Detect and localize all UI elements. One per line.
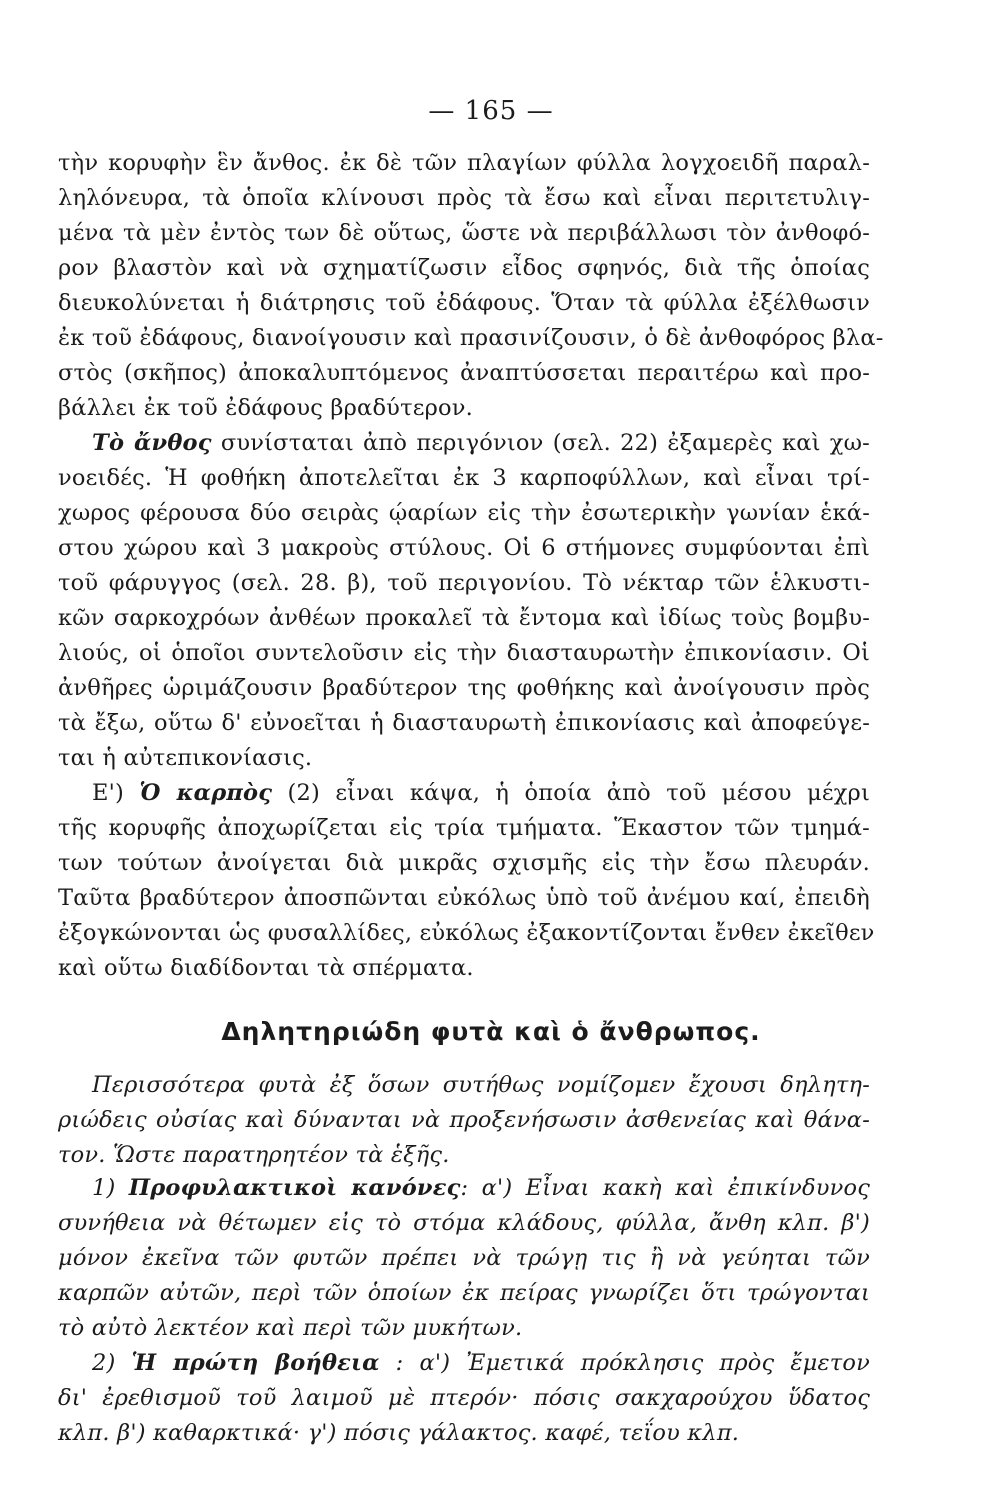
text-line: ἐξογκώνονται ὡς φυσαλλίδες, εὐκόλως ἐξακοντίζονται ἔνθεν ἐκεῖθεν [58,920,875,946]
text-fragment: (2) εἶναι κάψα, ἡ ὁποία ἀπὸ τοῦ μέσου μέχρι [272,780,870,806]
text-line: κλπ. β') καθαρκτικά· γ') πόσις γάλακτος. καφέ, τεΐου κλπ. [58,1420,740,1446]
text-line: ριώδεις οὐσίας καὶ δύνανται νὰ προξενήσωσιν ἀσθενείας καὶ θάνα- [58,1107,870,1133]
text-line [92,780,870,806]
text-line: καρπῶν αὐτῶν, περὶ τῶν ὁποίων ἐκ πείρας γνωρίζει ὅτι τρώγονται [58,1280,870,1306]
text-line: ληλόνευρα, τὰ ὁποῖα κλίνουσι πρὸς τὰ ἔσω καὶ εἶναι περιτετυλιγ- [58,185,870,211]
term-fruit: Ὁ καρπὸς [139,780,273,806]
text-line: ται ἡ αὐτεπικονίασις. [58,745,313,771]
text-line: τὸ αὐτὸ λεκτέον καὶ περὶ τῶν μυκήτων. [58,1315,523,1341]
text-line: τῆς κορυφῆς ἀποχωρίζεται εἰς τρία τμήματα. Ἕκαστον τῶν τμημά- [58,815,870,841]
text-line: βάλλει ἐκ τοῦ ἐδάφους βραδύτερον. [58,395,473,421]
section-label: Ε') [92,780,124,806]
text-line: ἀνθῆρες ὡριμάζουσιν βραδύτερον της φοθήκης καὶ ἀνοίγουσιν πρὸς [58,675,870,701]
text-line: διευκολύνεται ἡ διάτρησις τοῦ ἐδάφους. Ὅταν τὰ φύλλα ἐξέλθωσιν [58,290,870,316]
text-fragment: : α') Εἶναι κακὴ καὶ ἐπικίνδυνος [460,1175,870,1201]
text-line: κῶν σαρκοχρόων ἀνθέων προκαλεῖ τὰ ἔντομα καὶ ἰδίως τοὺς βομβυ- [58,605,870,631]
text-line: Περισσότερα φυτὰ ἐξ ὅσων συτήθως νομίζομεν ἔχουσι δηλητη- [92,1072,870,1098]
text-line [92,1350,870,1376]
text-line: τὰ ἔξω, οὕτω δ' εὐνοεῖται ἡ διασταυρωτὴ ἐπικονίασις καὶ ἀποφεύγε- [58,710,870,736]
term-prevention-rules: Προφυλακτικοὶ κανόνες [128,1175,461,1201]
text-fragment: συνίσταται ἀπὸ περιγόνιον (σελ. 22) ἐξαμερὲς καὶ χω- [211,430,870,456]
text-fragment: : α') Ἐμετικά πρόκλησις πρὸς ἔμετον [379,1350,871,1376]
text-line: στὸς (σκῆπος) ἀποκαλυπτόμενος ἀναπτύσσεται περαιτέρω καὶ προ- [58,360,870,386]
text-line: των τούτων ἀνοίγεται διὰ μικρᾶς σχισμῆς εἰς τὴν ἔσω πλευράν. [58,850,870,876]
text-line: ρον βλαστὸν καὶ νὰ σχηματίζωσιν εἶδος σφηνός, διὰ τῆς ὁποίας [58,255,870,281]
text-line: τοῦ φάρυγγος (σελ. 28. β), τοῦ περιγονίου. Τὸ νέκταρ τῶν ἑλκυστι- [58,570,870,596]
text-line: δι' ἐρεθισμοῦ τοῦ λαιμοῦ μὲ πτερόν· πόσις σακχαρούχου ὕδατος [58,1385,870,1411]
text-line: στου χώρου καὶ 3 μακροὺς στύλους. Οἱ 6 στήμονες συμφύονται ἐπὶ [58,535,870,561]
text-line: τὴν κορυφὴν ἓν ἄνθος. ἐκ δὲ τῶν πλαγίων φύλλα λογχοειδῆ παραλ- [58,150,870,176]
text-line [92,430,870,456]
term-flower: Τὸ ἄνθος [92,430,212,456]
section-heading: Δηλητηριώδη φυτὰ καὶ ὁ ἄνθρωπος. [221,1017,761,1046]
page-number: — 165 — [428,96,554,126]
text-line: μόνον ἐκεῖνα τῶν φυτῶν πρέπει νὰ τρώγῃ τις ἢ νὰ γεύηται τῶν [58,1245,870,1271]
text-line: λιούς, οἱ ὁποῖοι συντελοῦσιν εἰς τὴν διασταυρωτὴν ἐπικονίασιν. Οἱ [58,640,870,666]
text-line: Ταῦτα βραδύτερον ἀποσπῶνται εὐκόλως ὑπὸ τοῦ ἀνέμου καί, ἐπειδὴ [58,885,870,911]
text-line: νοειδές. Ἡ φοθήκη ἀποτελεῖται ἐκ 3 καρποφύλλων, καὶ εἶναι τρί- [58,465,870,491]
text-line: χωρος φέρουσα δύο σειρὰς ῴαρίων εἰς τὴν ἐσωτερικὴν γωνίαν ἑκά- [58,500,870,526]
text-line: ἐκ τοῦ ἐδάφους, διανοίγουσιν καὶ πρασινίζουσιν, ὁ δὲ ἀνθοφόρος βλα- [58,325,884,351]
text-line: τον. Ὥστε παρατηρητέον τὰ ἑξῆς. [58,1142,450,1168]
list-number: 1) [92,1175,116,1201]
list-number: 2) [92,1350,116,1376]
term-first-aid: Ἡ πρώτη βοήθεια [131,1350,380,1376]
text-line: καὶ οὕτω διαδίδονται τὰ σπέρματα. [58,955,474,981]
text-line: συνήθεια νὰ θέτωμεν εἰς τὸ στόμα κλάδους, φύλλα, ἄνθη κλπ. β') [58,1210,870,1236]
text-line: μένα τὰ μὲν ἐντὸς των δὲ οὕτως, ὥστε νὰ περιβάλλωσι τὸν ἀνθοφό- [58,220,870,246]
text-line [92,1175,870,1201]
